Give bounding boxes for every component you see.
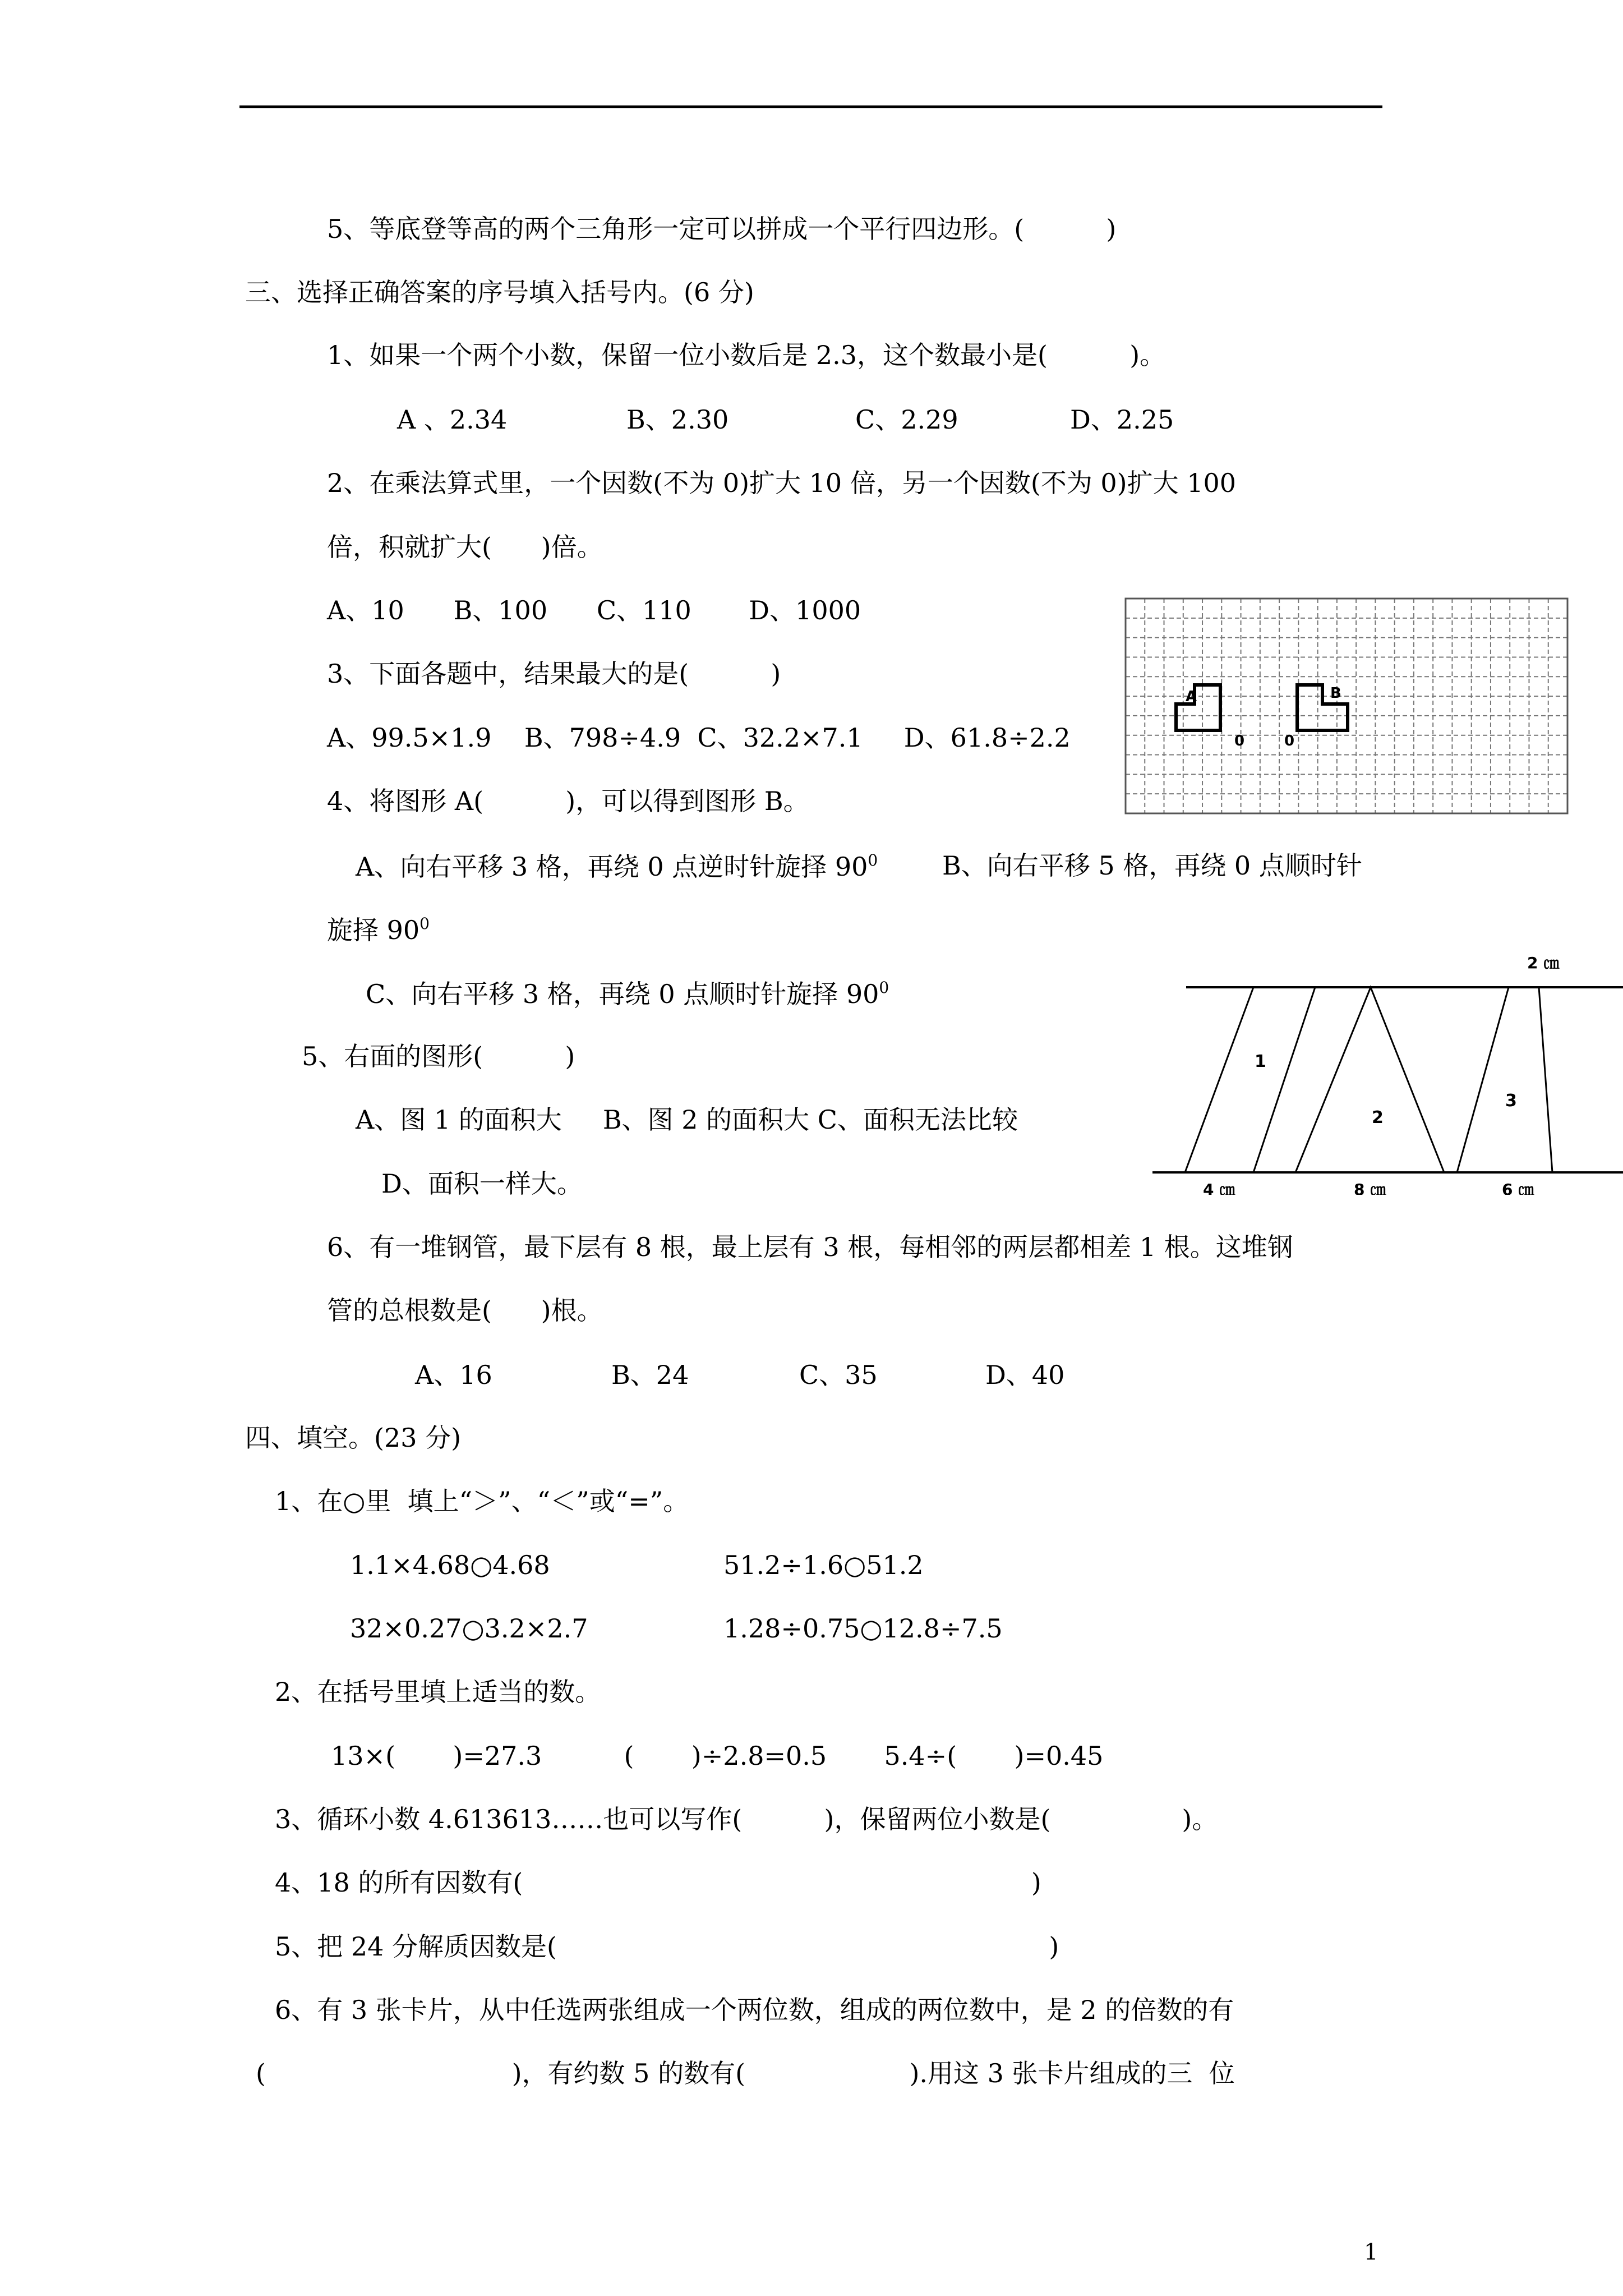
shape-1-parallelogram [1185, 987, 1315, 1172]
label-a: A [1186, 688, 1197, 705]
choice-q1-option-a: A 、2.34 [397, 404, 508, 435]
section-3-heading: 三、选择正确答案的序号填入括号内。(6 分) [245, 277, 754, 307]
choice-q4: 4、将图形 A( )，可以得到图形 B。 [327, 786, 809, 816]
choice-q1: 1、如果一个两个小数，保留一位小数后是 2.3，这个数最小是( )。 [327, 340, 1166, 370]
header-rule [239, 105, 1382, 108]
shape-2-triangle [1295, 987, 1444, 1172]
choice-q5-options: A、图 1 的面积大 B、图 2 的面积大 C、面积无法比较 [356, 1105, 1018, 1135]
fill-q2-exprs: 13×( )=27.3 ( )÷2.8=0.5 5.4÷( )=0.45 [331, 1741, 1104, 1771]
label-base-4cm: 4 ㎝ [1203, 1180, 1235, 1195]
choice-q1-option-b: B、2.30 [626, 404, 729, 435]
choice-q4-option-b: B、向右平移 5 格，再绕 0 点顺时针 [942, 850, 1362, 881]
choice-q6-line2: 管的总根数是( )根。 [327, 1295, 603, 1326]
choice-q3-options: A、99.5×1.9 B、798÷4.9 C、32.2×7.1 D、61.8÷2.2 [327, 723, 1071, 753]
choice-q1-option-d: D、2.25 [1070, 404, 1174, 435]
fill-q1-expr-3: 32×0.27○3.2×2.7 [350, 1613, 588, 1644]
choice-q6-option-c: C、35 [799, 1360, 878, 1390]
label-o-right: 0 [1284, 733, 1295, 749]
section-4-heading: 四、填空。(23 分) [245, 1423, 462, 1453]
grid-figure [1124, 597, 1573, 819]
choice-q6-option-a: A、16 [415, 1360, 492, 1390]
fill-q1-expr-4: 1.28÷0.75○12.8÷7.5 [723, 1613, 1003, 1644]
label-shape-3: 3 [1505, 1091, 1517, 1111]
label-shape-1: 1 [1255, 1052, 1266, 1071]
parallel-figure [1150, 948, 1623, 1195]
label-o-left: 0 [1234, 733, 1245, 749]
fill-q1: 1、在○里 填上“＞”、“＜”或“=”。 [275, 1486, 689, 1516]
choice-q4-option-a: A、向右平移 3 格，再绕 0 点逆时针旋择 $90^0$ [356, 851, 878, 882]
fill-q2: 2、在括号里填上适当的数。 [275, 1677, 601, 1707]
judge-item-5: 5、等底登等高的两个三角形一定可以拼成一个平行四边形。( ) [327, 214, 1117, 244]
label-b: B [1330, 685, 1341, 702]
fill-q6-line2: ( )，有约数 5 的数有( ).用这 3 张卡片组成的三 位 [256, 2058, 1235, 2088]
fill-q1-expr-2: 51.2÷1.6○51.2 [723, 1550, 924, 1580]
choice-q6-option-b: B、24 [611, 1360, 689, 1390]
label-base-8cm: 8 ㎝ [1354, 1180, 1386, 1195]
choice-q6-option-d: D、40 [985, 1360, 1065, 1390]
fill-q6-line1: 6、有 3 张卡片，从中任选两张组成一个两位数，组成的两位数中，是 2 的倍数的有 [275, 1995, 1234, 2025]
choice-q1-option-c: C、2.29 [855, 404, 958, 435]
label-base-6cm: 6 ㎝ [1502, 1180, 1534, 1195]
shape-3-trapezoid [1457, 987, 1552, 1172]
fill-q3: 3、循环小数 4.613613……也可以写作( )，保留两位小数是( )。 [275, 1804, 1218, 1834]
page-number: 1 [1364, 2239, 1378, 2265]
label-shape-2: 2 [1372, 1108, 1384, 1128]
choice-q2-options: A、10 B、100 C、110 D、1000 [327, 595, 861, 625]
choice-q4-option-b-cont: 旋择 $90^0$ [327, 914, 430, 945]
choice-q6-line1: 6、有一堆钢管，最下层有 8 根，最上层有 3 根，每相邻的两层都相差 1 根。这堆钢 [327, 1232, 1293, 1262]
label-top-2cm: 2 ㎝ [1527, 954, 1560, 972]
choice-q5-option-d: D、面积一样大。 [381, 1168, 583, 1199]
choice-q5: 5、右面的图形( ) [302, 1041, 575, 1071]
choice-q3: 3、下面各题中，结果最大的是( ) [327, 659, 781, 689]
fill-q1-expr-1: 1.1×4.68○4.68 [350, 1550, 550, 1580]
choice-q4-option-c: C、向右平移 3 格，再绕 0 点顺时针旋择 $90^0$ [366, 978, 889, 1009]
fill-q4: 4、18 的所有因数有( ) [275, 1867, 1041, 1898]
choice-q2-line2: 倍，积就扩大( )倍。 [327, 532, 603, 562]
fill-q5: 5、把 24 分解质因数是( ) [275, 1931, 1059, 1962]
choice-q2-line1: 2、在乘法算式里，一个因数(不为 0)扩大 10 倍，另一个因数(不为 0)扩大 100 [327, 468, 1237, 498]
